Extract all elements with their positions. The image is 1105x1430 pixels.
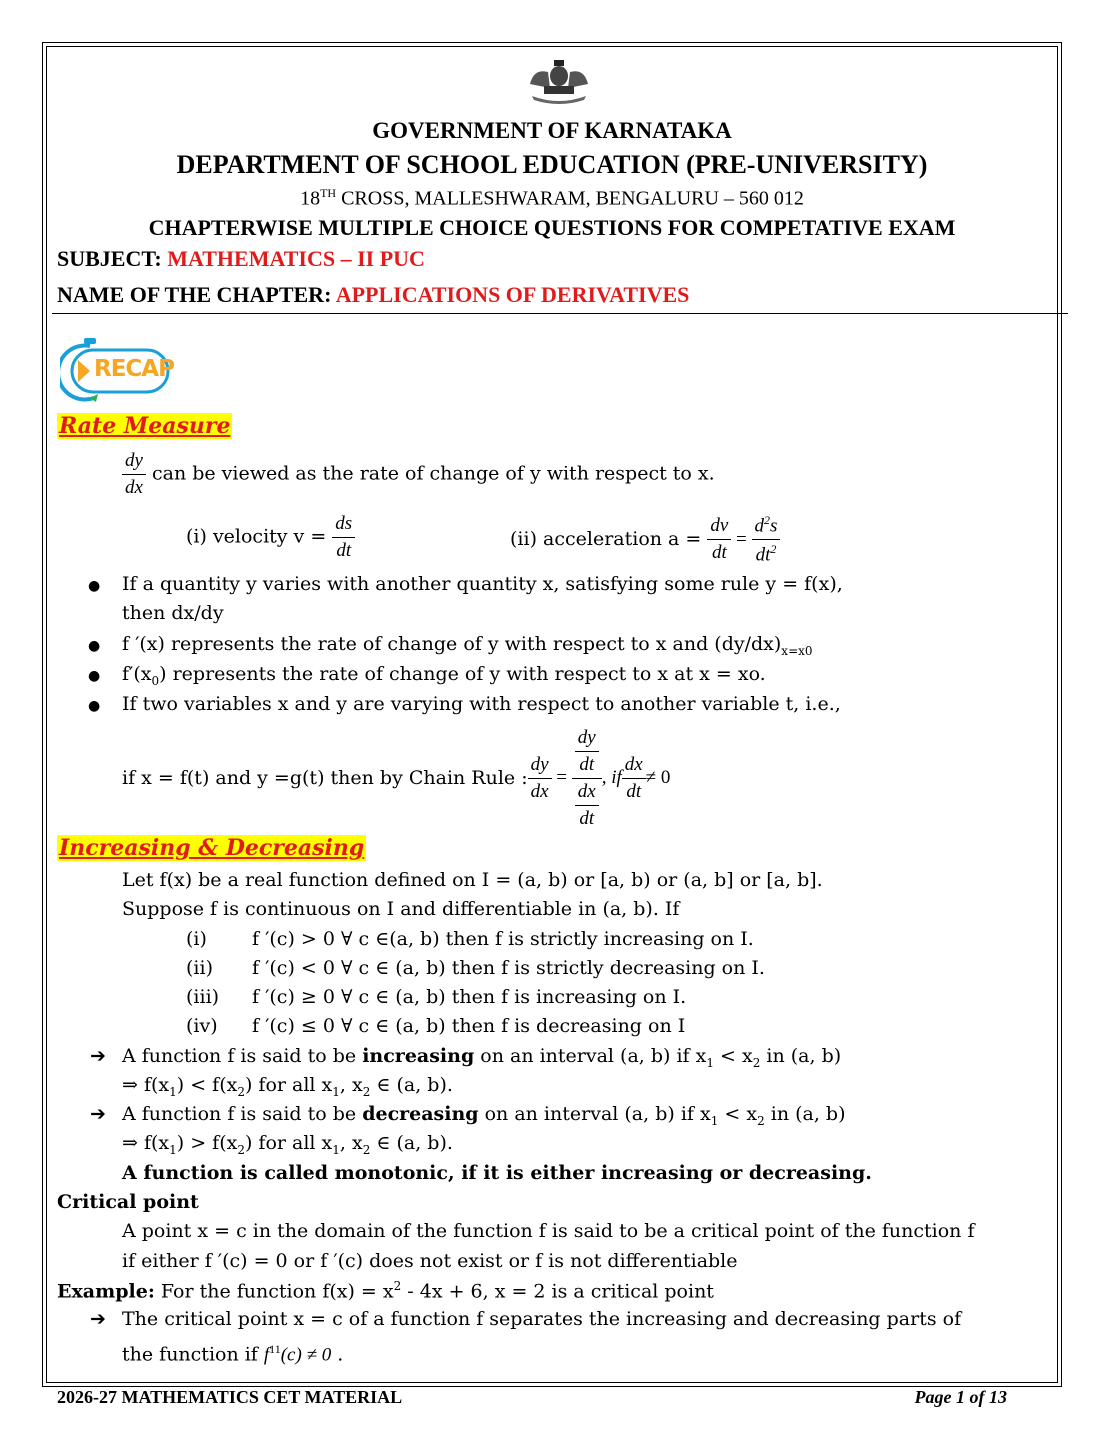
recap-badge	[60, 336, 172, 406]
monotonic-statement: A function is called monotonic, if it is either increasing or decreasing.	[122, 1162, 872, 1184]
bullet-dot: ●	[88, 638, 101, 654]
bullet-2: f ′(x) represents the rate of change of y with respect to x and $(dy/dx)_{x=x0}$	[122, 633, 813, 658]
arrow-right-icon: ➔	[90, 1045, 106, 1067]
critical-point-line1: A point x = c in the domain of the function f is said to be a critical point of the function f	[122, 1220, 975, 1242]
document-title: CHAPTERWISE MULTIPLE CHOICE QUESTIONS FOR COMPETATIVE EXAM	[148, 215, 956, 240]
example-label: Example:	[57, 1280, 155, 1303]
inc-item-text: f ′(c) > 0 ∀ c ∈(a, b) then f is strictly increasing on I.	[252, 928, 754, 950]
acceleration-formula: (ii) acceleration a = $\frac{dv}{dt}$ = $\frac{d^2s}{dt^2}$	[510, 513, 780, 567]
decreasing-definition-line1: A function f is said to be decreasing on an interval (a, b) if $x_1 < x_2$ in (a, b)	[122, 1103, 846, 1128]
bullet-1-line1: If a quantity y varies with another quantity x, satisfying some rule y = f(x),	[122, 573, 843, 595]
critical-point-heading: Critical point	[57, 1191, 199, 1213]
department-title: DEPARTMENT OF SCHOOL EDUCATION (PRE-UNIVERSITY)	[176, 150, 928, 179]
inc-item-number: (ii)	[186, 957, 213, 979]
arrow-right-icon: ➔	[90, 1308, 106, 1330]
rate-intro: $\frac{dy}{dx}$ can be viewed as the rate of change of y with respect to x.	[122, 450, 715, 499]
increasing-definition-line2: ⇒ $f(x_1) < f(x_2)$ for all $x_1$, $x_2$ ∈ (a, b).	[122, 1074, 453, 1099]
address-line: 18TH CROSS, MALLESHWARAM, BENGALURU – 560 012	[300, 186, 804, 210]
inc-item-text: f ′(c) ≥ 0 ∀ c ∈ (a, b) then f is increasing on I.	[252, 986, 687, 1008]
inc-item-text: f ′(c) ≤ 0 ∀ c ∈ (a, b) then f is decreasing on I	[252, 1015, 686, 1037]
inc-item-text: f ′(c) < 0 ∀ c ∈ (a, b) then f is strictly decreasing on I.	[252, 957, 765, 979]
bullet-dot: ●	[88, 578, 101, 594]
arrow-right-icon: ➔	[90, 1103, 106, 1125]
inc-paragraph-2: Suppose f is continuous on I and differentiable in (a, b). If	[122, 898, 680, 920]
decreasing-definition-line2: ⇒ $f(x_1) > f(x_2)$ for all $x_1$, $x_2$ ∈ (a, b).	[122, 1132, 453, 1157]
dy-dx-fraction: $\frac{dy}{dx}$	[122, 450, 146, 499]
footer-left: 2026-27 MATHEMATICS CET MATERIAL	[57, 1387, 403, 1407]
example-line: Example: For the function $f(x) = x^2 - 4x + 6$, x = 2 is a critical point	[57, 1279, 714, 1303]
subject-line: SUBJECT: MATHEMATICS – II PUC	[57, 246, 425, 271]
bullet-4-line1: If two variables x and y are varying with respect to another variable t, i.e.,	[122, 693, 841, 715]
bullet-3: $f'(x_0)$ represents the rate of change of y with respect to x at x = xo.	[122, 663, 766, 688]
chapter-value: APPLICATIONS OF DERIVATIVES	[335, 282, 690, 307]
recap-label: RECAP	[94, 356, 174, 382]
bullet-1-line2: then dx/dy	[122, 602, 224, 624]
inc-item-number: (iii)	[186, 986, 220, 1008]
increasing-definition-line1: A function f is said to be increasing on an interval (a, b) if $x_1 < x_2$ in (a, b)	[122, 1045, 842, 1070]
inc-item-number: (i)	[186, 928, 207, 950]
inc-item-number: (iv)	[186, 1015, 218, 1037]
velocity-formula: (i) velocity v = $\frac{ds}{dt}$	[186, 513, 355, 562]
critical-point-line2: if either f ′(c) = 0 or f ′(c) does not exist or f is not differentiable	[122, 1250, 738, 1272]
government-title: GOVERNMENT OF KARNATAKA	[372, 118, 732, 143]
chain-rule-line: if x = f(t) and y =g(t) then by Chain Rule : $\frac{dy}{dx}$ = $\frac{\frac{dy}{dt}}{\frac{dx}{dt}}$ , if $\frac{dx}{dt}$ ≠ 0	[122, 726, 671, 829]
chapter-line: NAME OF THE CHAPTER: APPLICATIONS OF DERIVATIVES	[57, 282, 690, 307]
rate-measure-heading: Rate Measure	[59, 413, 231, 439]
inc-paragraph-1: Let f(x) be a real function defined on I = (a, b) or [a, b) or (a, b] or [a, b].	[122, 869, 823, 891]
critical-separation-line1: The critical point x = c of a function f separates the increasing and decreasing parts of	[122, 1308, 962, 1330]
bullet-dot: ●	[88, 698, 101, 714]
header-divider	[52, 313, 1068, 314]
page-number: Page 1 of 13	[914, 1387, 1007, 1407]
increasing-decreasing-heading: Increasing & Decreasing	[59, 835, 365, 861]
bullet-dot: ●	[88, 668, 101, 684]
subject-value: MATHEMATICS – II PUC	[167, 246, 425, 271]
karnataka-emblem-icon	[524, 54, 594, 106]
critical-separation-line2: the function if $f^{11}(c) \ne 0$ .	[122, 1342, 344, 1366]
